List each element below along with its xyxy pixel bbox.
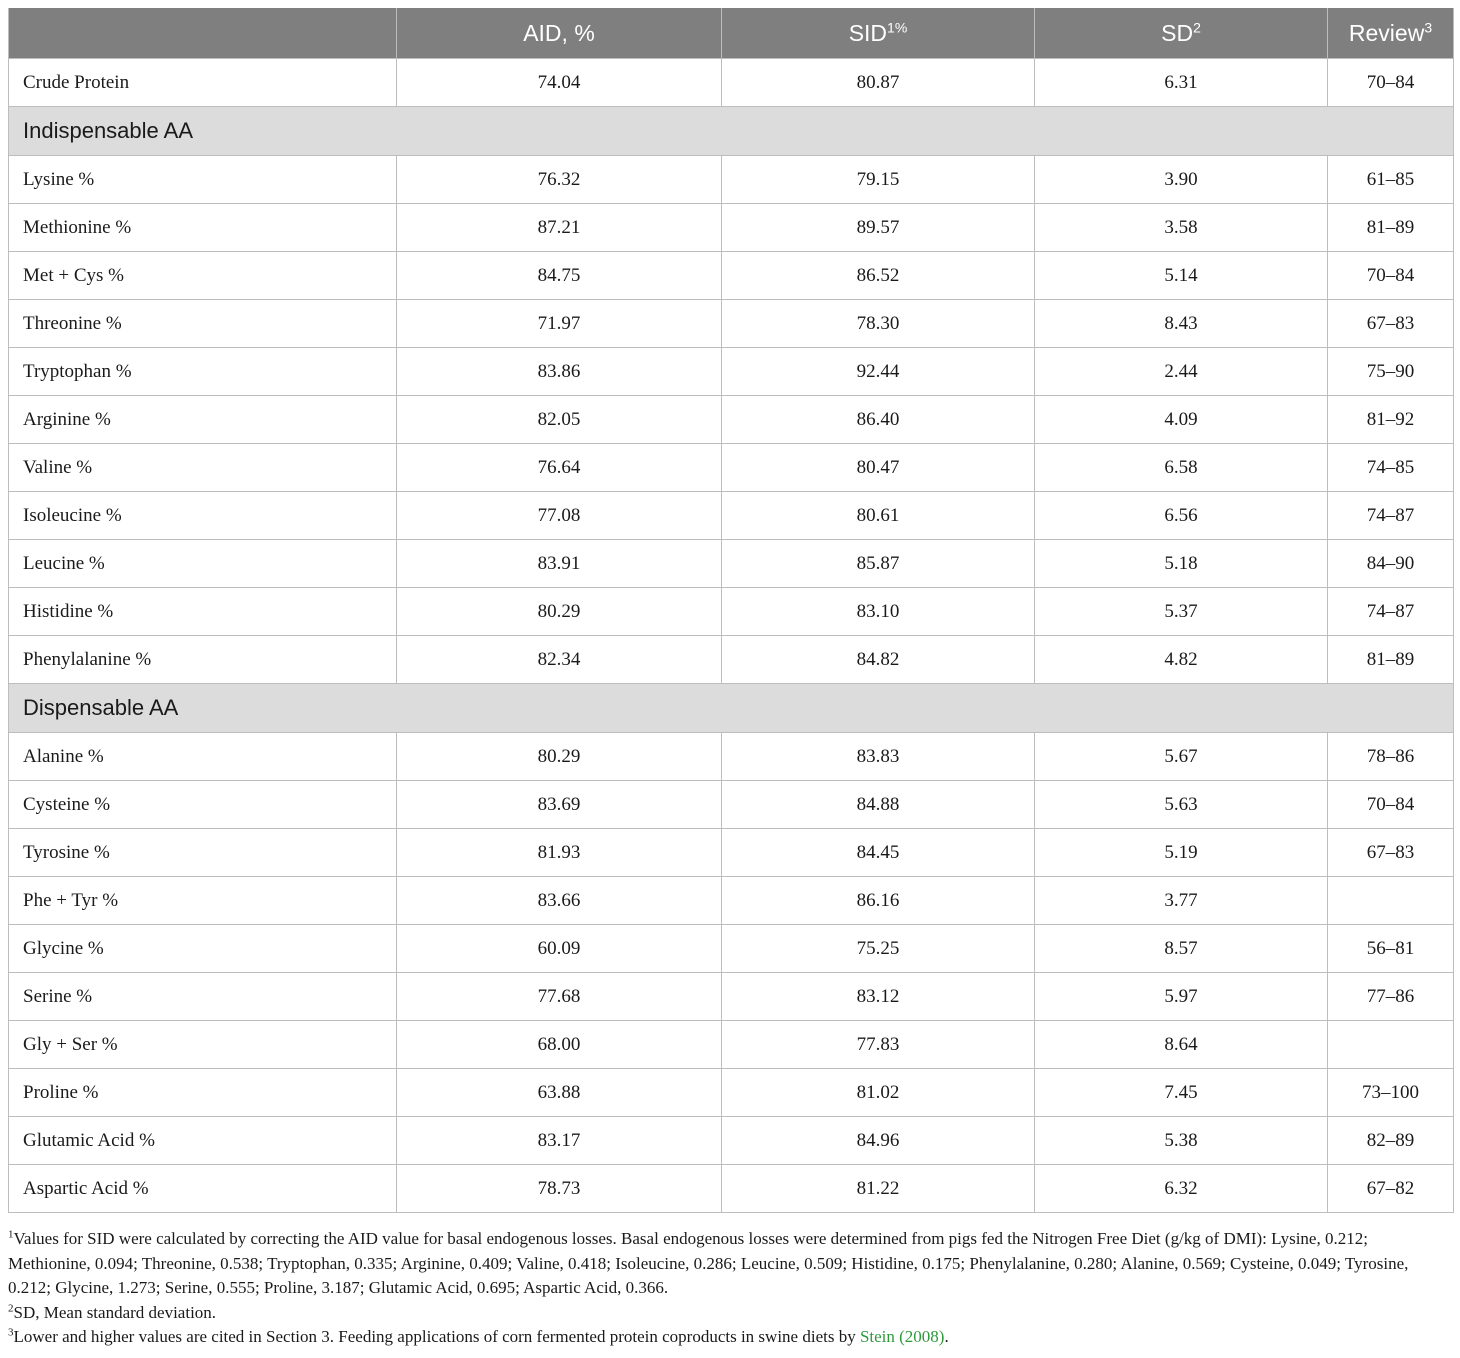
row-label: Histidine % — [9, 588, 397, 636]
review-cell — [1328, 1021, 1454, 1069]
header-sd-footnote: 2 — [1193, 18, 1201, 35]
aid-cell: 83.91 — [397, 540, 722, 588]
sd-cell: 3.58 — [1035, 204, 1328, 252]
aid-cell: 76.32 — [397, 156, 722, 204]
sid-cell: 83.10 — [722, 588, 1035, 636]
aid-cell: 83.17 — [397, 1117, 722, 1165]
sd-cell: 5.38 — [1035, 1117, 1328, 1165]
header-review-footnote: 3 — [1424, 18, 1433, 35]
sid-cell: 84.88 — [722, 781, 1035, 829]
table-row — [9, 588, 1454, 636]
row-label: Leucine % — [9, 540, 397, 588]
table-row — [9, 781, 1454, 829]
row-label: Phe + Tyr % — [9, 877, 397, 925]
sid-cell: 83.83 — [722, 733, 1035, 781]
aid-cell: 77.08 — [397, 492, 722, 540]
header-sd — [1035, 8, 1328, 59]
sd-cell: 7.45 — [1035, 1069, 1328, 1117]
aid-cell: 82.05 — [397, 396, 722, 444]
data-table-container — [8, 8, 1453, 1213]
review-cell: 74–87 — [1328, 588, 1454, 636]
row-label: Lysine % — [9, 156, 397, 204]
table-row — [9, 877, 1454, 925]
table-row — [9, 204, 1454, 252]
review-cell: 81–89 — [1328, 204, 1454, 252]
footnote-2 — [8, 1301, 1453, 1326]
aid-cell: 82.34 — [397, 636, 722, 684]
sd-cell: 2.44 — [1035, 348, 1328, 396]
review-cell: 78–86 — [1328, 733, 1454, 781]
header-sid-footnote: 1% — [887, 18, 908, 35]
review-cell: 67–83 — [1328, 300, 1454, 348]
row-label: Gly + Ser % — [9, 1021, 397, 1069]
row-label: Glycine % — [9, 925, 397, 973]
review-cell: 84–90 — [1328, 540, 1454, 588]
sd-cell: 3.77 — [1035, 877, 1328, 925]
review-cell: 75–90 — [1328, 348, 1454, 396]
footnotes — [8, 1227, 1453, 1350]
sd-cell: 3.90 — [1035, 156, 1328, 204]
row-label: Methionine % — [9, 204, 397, 252]
aid-cell: 83.86 — [397, 348, 722, 396]
aid-cell: 68.00 — [397, 1021, 722, 1069]
footnote-3 — [8, 1325, 1453, 1350]
footnote-1-mark: 1 — [8, 1228, 14, 1241]
section-dispensable — [9, 684, 1454, 733]
sd-cell: 6.56 — [1035, 492, 1328, 540]
sid-cell: 84.96 — [722, 1117, 1035, 1165]
review-cell: 73–100 — [1328, 1069, 1454, 1117]
aid-cell: 87.21 — [397, 204, 722, 252]
section-indispensable — [9, 107, 1454, 156]
review-cell: 67–83 — [1328, 829, 1454, 877]
aid-cell: 80.29 — [397, 733, 722, 781]
sid-cell: 77.83 — [722, 1021, 1035, 1069]
table-row — [9, 1117, 1454, 1165]
table-row — [9, 973, 1454, 1021]
sid-cell: 75.25 — [722, 925, 1035, 973]
row-label: Aspartic Acid % — [9, 1165, 397, 1213]
section-title: Indispensable AA — [9, 107, 1454, 156]
review-cell: 74–87 — [1328, 492, 1454, 540]
row-label: Threonine % — [9, 300, 397, 348]
review-cell: 61–85 — [1328, 156, 1454, 204]
table-row — [9, 925, 1454, 973]
table-row — [9, 1069, 1454, 1117]
aid-cell: 83.66 — [397, 877, 722, 925]
sid-cell: 80.87 — [722, 59, 1035, 107]
footnote-2-text: SD, Mean standard deviation. — [13, 1302, 217, 1322]
header-sd-label: SD — [1161, 19, 1194, 46]
aid-cell: 81.93 — [397, 829, 722, 877]
review-cell: 74–85 — [1328, 444, 1454, 492]
footnote-3-mark: 3 — [8, 1326, 14, 1339]
footnote-3-text: Lower and higher values are cited in Section 3. Feeding applications of corn fermented protein coproducts in swine diets by — [13, 1327, 860, 1346]
review-cell: 81–92 — [1328, 396, 1454, 444]
table-row — [9, 636, 1454, 684]
aid-cell: 71.97 — [397, 300, 722, 348]
review-cell — [1328, 877, 1454, 925]
sid-cell: 78.30 — [722, 300, 1035, 348]
header-review — [1328, 8, 1454, 59]
table-row — [9, 156, 1454, 204]
sid-cell: 85.87 — [722, 540, 1035, 588]
footnote-3-end: . — [944, 1327, 949, 1346]
row-label: Arginine % — [9, 396, 397, 444]
review-cell: 70–84 — [1328, 59, 1454, 107]
sid-cell: 86.52 — [722, 252, 1035, 300]
table-row — [9, 540, 1454, 588]
sd-cell: 5.14 — [1035, 252, 1328, 300]
aid-cell: 60.09 — [397, 925, 722, 973]
row-label: Met + Cys % — [9, 252, 397, 300]
row-label: Crude Protein — [9, 59, 397, 107]
sd-cell: 5.63 — [1035, 781, 1328, 829]
aid-cell: 78.73 — [397, 1165, 722, 1213]
aid-cell: 63.88 — [397, 1069, 722, 1117]
sd-cell: 8.64 — [1035, 1021, 1328, 1069]
sd-cell: 5.97 — [1035, 973, 1328, 1021]
sd-cell: 6.58 — [1035, 444, 1328, 492]
row-label: Glutamic Acid % — [9, 1117, 397, 1165]
footnote-2-mark: 2 — [8, 1301, 14, 1314]
table-row — [9, 733, 1454, 781]
aid-cell: 80.29 — [397, 588, 722, 636]
table-row — [9, 348, 1454, 396]
sid-cell: 92.44 — [722, 348, 1035, 396]
aid-cell: 84.75 — [397, 252, 722, 300]
sid-cell: 86.40 — [722, 396, 1035, 444]
sid-cell: 79.15 — [722, 156, 1035, 204]
header-empty — [9, 8, 397, 59]
crude-protein-row — [9, 59, 1454, 107]
sid-cell: 84.82 — [722, 636, 1035, 684]
row-label: Isoleucine % — [9, 492, 397, 540]
sid-cell: 80.47 — [722, 444, 1035, 492]
row-label: Tyrosine % — [9, 829, 397, 877]
sd-cell: 5.18 — [1035, 540, 1328, 588]
header-review-label: Review — [1348, 19, 1425, 46]
sid-cell: 80.61 — [722, 492, 1035, 540]
sd-cell: 8.43 — [1035, 300, 1328, 348]
sd-cell: 8.57 — [1035, 925, 1328, 973]
review-cell: 70–84 — [1328, 781, 1454, 829]
table-row — [9, 396, 1454, 444]
sid-cell: 81.22 — [722, 1165, 1035, 1213]
sid-cell: 83.12 — [722, 973, 1035, 1021]
review-cell: 70–84 — [1328, 252, 1454, 300]
table-row — [9, 1165, 1454, 1213]
sd-cell: 5.37 — [1035, 588, 1328, 636]
footnote-1-text: Values for SID were calculated by correcting the AID value for basal endogenous losses. Basal endogenous losses were determined from pigs fed the Nitrogen Free Diet (g/kg of DMI): Lysine, 0.212; Methionine, 0.094; Threonine, 0.538; Tryptophan, 0.335; Arginine, 0.409; Valine, 0.418; Isoleucine, 0.286; Leucine, 0.509; Histidine, 0.175; Phenylalanine, 0.280; Alanine, 0.569; Cysteine, 0.049; Tyrosine, 0.212; Glycine, 1.273; Serine, 0.555; Proline, 3.187; Glutamic Acid, 0.695; Aspartic Acid, 0.366. — [8, 1229, 1409, 1297]
header-aid: AID, % — [397, 8, 722, 59]
section-title: Dispensable AA — [9, 684, 1454, 733]
sid-cell: 86.16 — [722, 877, 1035, 925]
amino-acid-digestibility-table — [8, 8, 1454, 1213]
table-row — [9, 300, 1454, 348]
aid-cell: 83.69 — [397, 781, 722, 829]
citation-link-stein-2008[interactable]: Stein (2008) — [859, 1327, 945, 1346]
aid-cell: 76.64 — [397, 444, 722, 492]
aid-cell: 74.04 — [397, 59, 722, 107]
header-sid — [722, 8, 1035, 59]
table-row — [9, 252, 1454, 300]
review-cell: 82–89 — [1328, 1117, 1454, 1165]
row-label: Proline % — [9, 1069, 397, 1117]
header-sid-label: SID — [848, 19, 888, 46]
sd-cell: 5.19 — [1035, 829, 1328, 877]
sd-cell: 6.31 — [1035, 59, 1328, 107]
row-label: Cysteine % — [9, 781, 397, 829]
review-cell: 56–81 — [1328, 925, 1454, 973]
table-row — [9, 1021, 1454, 1069]
sd-cell: 4.09 — [1035, 396, 1328, 444]
sd-cell: 5.67 — [1035, 733, 1328, 781]
review-cell: 77–86 — [1328, 973, 1454, 1021]
sid-cell: 84.45 — [722, 829, 1035, 877]
row-label: Valine % — [9, 444, 397, 492]
review-cell: 67–82 — [1328, 1165, 1454, 1213]
row-label: Tryptophan % — [9, 348, 397, 396]
row-label: Alanine % — [9, 733, 397, 781]
sd-cell: 6.32 — [1035, 1165, 1328, 1213]
sd-cell: 4.82 — [1035, 636, 1328, 684]
sid-cell: 81.02 — [722, 1069, 1035, 1117]
review-cell: 81–89 — [1328, 636, 1454, 684]
table-row — [9, 829, 1454, 877]
sid-cell: 89.57 — [722, 204, 1035, 252]
header-row — [9, 8, 1454, 59]
aid-cell: 77.68 — [397, 973, 722, 1021]
row-label: Phenylalanine % — [9, 636, 397, 684]
table-row — [9, 444, 1454, 492]
row-label: Serine % — [9, 973, 397, 1021]
footnote-1 — [8, 1227, 1453, 1301]
table-row — [9, 492, 1454, 540]
